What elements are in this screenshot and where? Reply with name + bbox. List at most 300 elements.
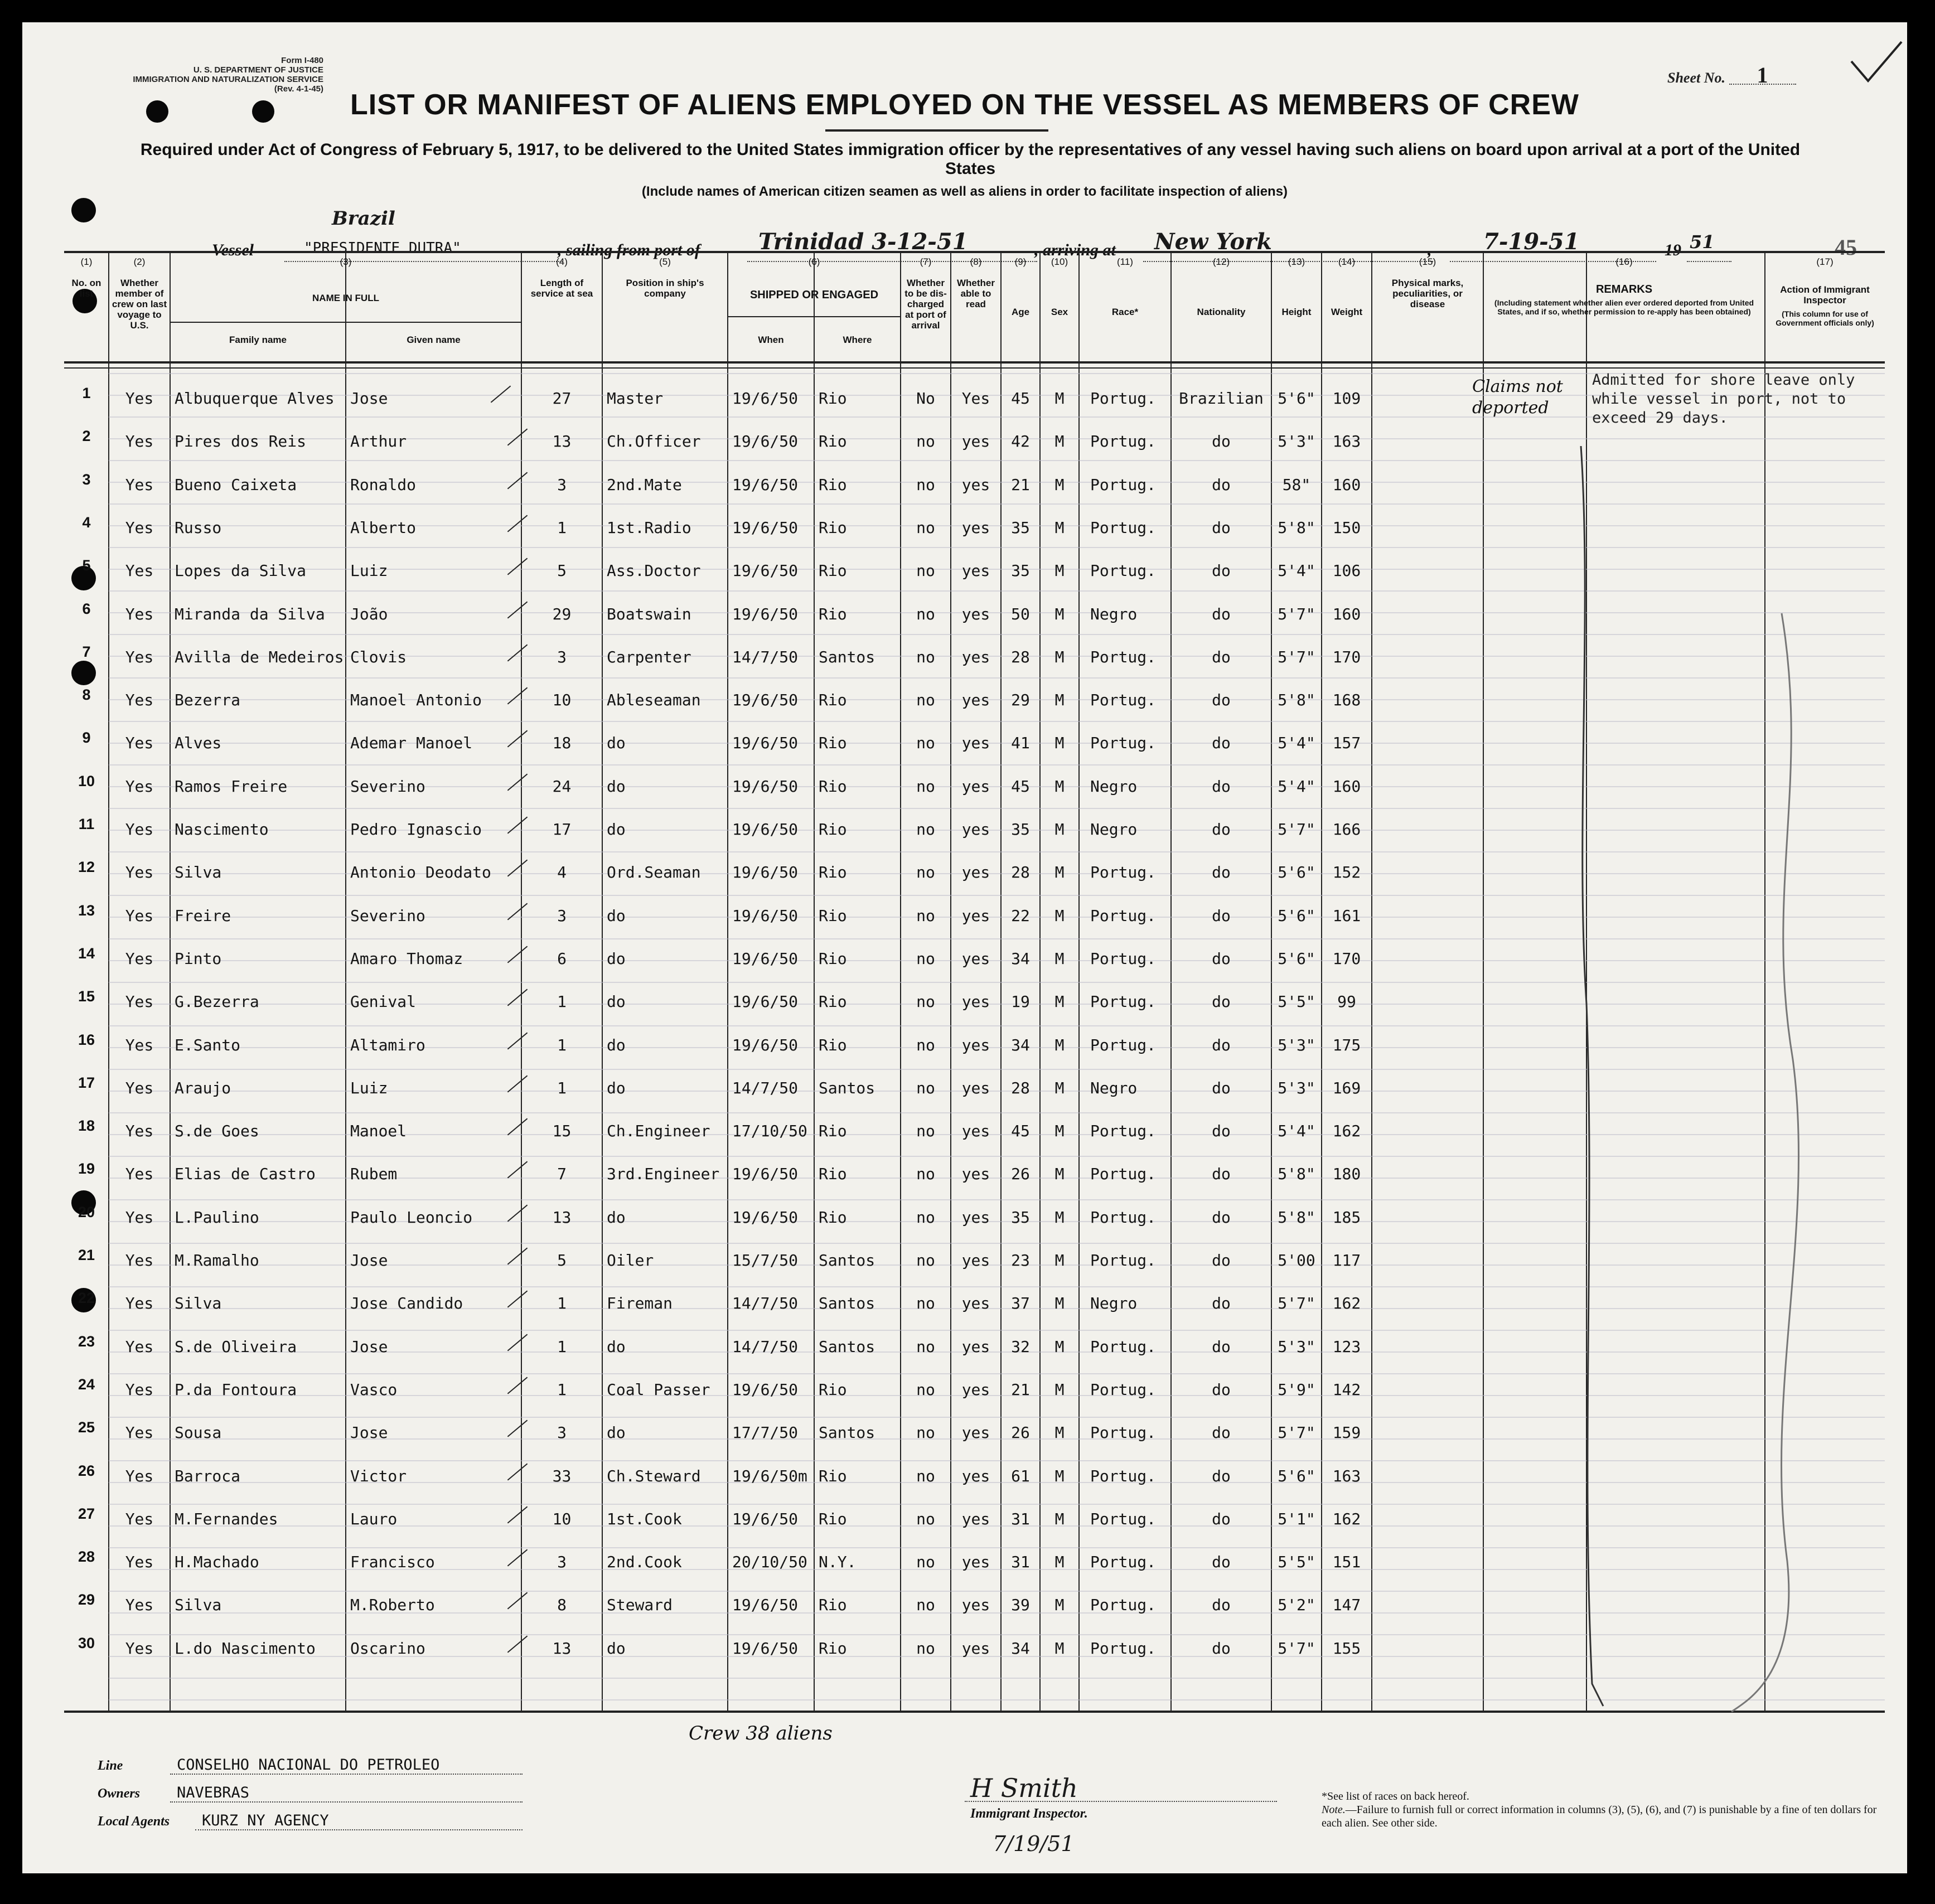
given-name: Luiz [350, 1078, 388, 1097]
shipped-when: 14/7/50 [732, 647, 799, 666]
shipped-when: 20/10/50 [732, 1553, 807, 1572]
height: 5'7" [1278, 1639, 1315, 1658]
sex: M [1054, 1078, 1065, 1097]
age: 32 [1011, 1337, 1030, 1356]
length-of-service: 1 [557, 1380, 567, 1399]
weight: 170 [1332, 647, 1361, 666]
sheet-number: 1 [1729, 67, 1796, 85]
family-name: Araujo [175, 1078, 231, 1097]
height: 5'3" [1278, 1078, 1315, 1097]
arriving-label: , arriving at [1034, 241, 1116, 259]
able-to-read: yes [961, 949, 990, 968]
length-of-service: 29 [552, 604, 572, 623]
length-of-service: 1 [557, 992, 567, 1011]
shipped-where: Rio [819, 1639, 847, 1658]
last-voyage: Yes [125, 1509, 154, 1528]
length-of-service: 10 [552, 1509, 572, 1528]
comma: , [1428, 241, 1432, 259]
shipped-when: 19/6/50 [732, 691, 799, 710]
header-c4-number: (4) [556, 256, 568, 267]
given-name: Victor [350, 1466, 407, 1485]
position: Steward [607, 1596, 673, 1615]
weight: 160 [1332, 604, 1361, 623]
weight: 160 [1332, 777, 1361, 796]
position: Master [607, 389, 664, 408]
given-name: Jose [350, 1337, 388, 1356]
length-of-service: 5 [557, 1251, 567, 1270]
position: Carpenter [607, 647, 691, 666]
able-to-read: yes [961, 691, 990, 710]
discharged: No [916, 389, 935, 408]
header-c4-label: Length of service at sea [530, 278, 593, 299]
position: 2nd.Cook [607, 1553, 682, 1572]
position: do [607, 1337, 626, 1356]
given-name: Luiz [350, 561, 388, 580]
shipped-where: Rio [819, 1466, 847, 1485]
given-name: Manoel Antonio [350, 691, 482, 710]
height: 5'4" [1278, 734, 1315, 753]
age: 26 [1011, 1423, 1030, 1442]
last-voyage: Yes [125, 561, 154, 580]
race: Portug. [1090, 691, 1157, 710]
shipped-where: Rio [819, 604, 847, 623]
age: 34 [1011, 949, 1030, 968]
race: Negro [1090, 604, 1138, 623]
able-to-read: yes [961, 518, 990, 537]
age: 23 [1011, 1251, 1030, 1270]
sex: M [1054, 1553, 1065, 1572]
length-of-service: 13 [552, 1208, 572, 1227]
row-number: 2 [82, 428, 91, 445]
title-rule [825, 129, 1048, 132]
row-number: 5 [82, 557, 91, 574]
weight: 150 [1332, 518, 1361, 537]
shipped-when: 19/6/50 [732, 1596, 799, 1615]
shipped-when: 19/6/50 [732, 1509, 799, 1528]
header-c14-label: Weight [1331, 307, 1363, 317]
position: 1st.Radio [607, 518, 691, 537]
age: 35 [1011, 561, 1030, 580]
header-c9-number: (9) [1014, 256, 1027, 267]
footnote [1322, 1790, 1879, 1830]
header-c9-label: Age [1011, 307, 1030, 317]
family-name: M.Fernandes [175, 1509, 278, 1528]
discharged: no [916, 1208, 935, 1227]
able-to-read: yes [961, 1337, 990, 1356]
shipped-when: 17/7/50 [732, 1423, 799, 1442]
header-c8-number: (8) [970, 256, 982, 267]
discharged: no [916, 432, 935, 451]
weight: 163 [1332, 432, 1361, 451]
given-name: Arthur [350, 432, 407, 451]
weight: 168 [1332, 691, 1361, 710]
shipped-where: Santos [819, 647, 875, 666]
discharged: no [916, 518, 935, 537]
last-voyage: Yes [125, 1122, 154, 1141]
able-to-read: yes [961, 1466, 990, 1485]
family-name: S.de Oliveira [175, 1337, 297, 1356]
height: 5'9" [1278, 1380, 1315, 1399]
owners-label: Owners [98, 1786, 141, 1801]
age: 45 [1011, 777, 1030, 796]
nationality: do [1212, 1423, 1231, 1442]
age: 45 [1011, 1122, 1030, 1141]
length-of-service: 3 [557, 475, 567, 494]
family-name: Bueno Caixeta [175, 475, 297, 494]
agents-value: KURZ NY AGENCY [195, 1812, 523, 1830]
row-number: 6 [82, 600, 91, 617]
length-of-service: 1 [557, 1078, 567, 1097]
header-c6-number: (6) [808, 256, 820, 267]
length-of-service: 18 [552, 734, 572, 753]
row-number: 9 [82, 729, 91, 747]
race: Portug. [1090, 561, 1157, 580]
shipped-where: Rio [819, 1122, 847, 1141]
nationality: do [1212, 949, 1231, 968]
height: 5'3" [1278, 432, 1315, 451]
last-voyage: Yes [125, 1639, 154, 1658]
last-voyage: Yes [125, 906, 154, 925]
discharged: no [916, 1553, 935, 1572]
age: 34 [1011, 1035, 1030, 1054]
able-to-read: yes [961, 1639, 990, 1658]
race: Portug. [1090, 389, 1157, 408]
given-name: Severino [350, 906, 425, 925]
able-to-read: yes [961, 1122, 990, 1141]
position: Boatswain [607, 604, 691, 623]
position: do [607, 1078, 626, 1097]
given-name: Manoel [350, 1122, 407, 1141]
race: Portug. [1090, 863, 1157, 882]
shipped-where: Rio [819, 820, 847, 839]
row-number: 1 [82, 385, 91, 401]
sailing-label: , sailing from port of [558, 241, 700, 259]
row-number: 12 [78, 859, 95, 876]
discharged: no [916, 1639, 935, 1658]
length-of-service: 17 [552, 820, 572, 839]
last-voyage: Yes [125, 992, 154, 1011]
shipped-when: 19/6/50 [732, 906, 799, 925]
discharged: no [916, 1380, 935, 1399]
able-to-read: yes [961, 475, 990, 494]
remarks-handwritten: Claims not deported [1472, 377, 1563, 418]
length-of-service: 13 [552, 432, 572, 451]
position: do [607, 992, 626, 1011]
header-shipped-or-engaged: SHIPPED OR ENGAGED [749, 289, 879, 301]
length-of-service: 33 [552, 1466, 572, 1485]
position: Ch.Officer [607, 432, 701, 451]
race: Portug. [1090, 1337, 1157, 1356]
age: 28 [1011, 647, 1030, 666]
shipped-when: 14/7/50 [732, 1078, 799, 1097]
family-name: P.da Fontoura [175, 1380, 297, 1399]
given-name: Paulo Leoncio [350, 1208, 473, 1227]
discharged: no [916, 820, 935, 839]
discharged: no [916, 992, 935, 1011]
length-of-service: 1 [557, 1337, 567, 1356]
position: 2nd.Mate [607, 475, 682, 494]
crew-manifest-table [64, 251, 1885, 1745]
family-name: Nascimento [175, 820, 269, 839]
weight: 147 [1332, 1596, 1361, 1615]
header-c1-label: No. on list [71, 278, 101, 299]
last-voyage: Yes [125, 432, 154, 451]
able-to-read: yes [961, 647, 990, 666]
age: 28 [1011, 1078, 1030, 1097]
shipped-where: Santos [819, 1078, 875, 1097]
able-to-read: yes [961, 604, 990, 623]
able-to-read: yes [961, 432, 990, 451]
discharged: no [916, 1078, 935, 1097]
nationality: do [1212, 1380, 1231, 1399]
header-c13-number: (13) [1288, 256, 1305, 267]
last-voyage: Yes [125, 1380, 154, 1399]
row-number: 13 [78, 902, 95, 919]
discharged: no [916, 1294, 935, 1313]
sex: M [1054, 647, 1065, 666]
given-name: Francisco [350, 1553, 435, 1572]
length-of-service: 15 [552, 1122, 572, 1141]
discharged: no [916, 691, 935, 710]
shipped-when: 19/6/50 [732, 1035, 799, 1054]
family-name: L.do Nascimento [175, 1639, 316, 1658]
remarks-wavy-line [1497, 446, 1843, 1728]
length-of-service: 3 [557, 647, 567, 666]
row-number: 15 [78, 988, 95, 1005]
race: Portug. [1090, 1035, 1157, 1054]
shipped-where: Rio [819, 691, 847, 710]
family-name: Silva [175, 1294, 222, 1313]
header-c13-label: Height [1281, 307, 1312, 317]
age: 29 [1011, 691, 1030, 710]
given-name: Amaro Thomaz [350, 949, 463, 968]
sex: M [1054, 1251, 1065, 1270]
header-c15-number: (15) [1419, 256, 1436, 267]
height: 5'6" [1278, 949, 1315, 968]
given-name: Ademar Manoel [350, 734, 473, 753]
nationality: do [1212, 1294, 1231, 1313]
owners-value: NAVEBRAS [170, 1784, 523, 1803]
length-of-service: 3 [557, 1423, 567, 1442]
height: 5'6" [1278, 1466, 1315, 1485]
last-voyage: Yes [125, 1596, 154, 1615]
height: 58" [1282, 475, 1311, 494]
height: 5'5" [1278, 1553, 1315, 1572]
row-number: 20 [78, 1203, 95, 1220]
row-number: 17 [78, 1074, 95, 1091]
able-to-read: yes [961, 1509, 990, 1528]
family-name: Silva [175, 863, 222, 882]
family-name: G.Bezerra [175, 992, 259, 1011]
age: 61 [1011, 1466, 1030, 1485]
nationality: do [1212, 475, 1231, 494]
sex: M [1054, 1165, 1065, 1184]
able-to-read: yes [961, 820, 990, 839]
weight: 142 [1332, 1380, 1361, 1399]
race: Portug. [1090, 1596, 1157, 1615]
family-name: Freire [175, 906, 231, 925]
row-number: 7 [82, 643, 91, 660]
able-to-read: yes [961, 1380, 990, 1399]
race: Portug. [1090, 1208, 1157, 1227]
header-remarks-note: (Including statement whether alien ever ordered deported from United States, and if so, whether permission to re-apply has been obtained) [1494, 298, 1754, 316]
position: do [607, 1639, 626, 1658]
shipped-where: Rio [819, 1380, 847, 1399]
weight: 180 [1332, 1165, 1361, 1184]
family-name: L.Paulino [175, 1208, 259, 1227]
last-voyage: Yes [125, 1251, 154, 1270]
family-name: Alves [175, 734, 222, 753]
last-voyage: Yes [125, 820, 154, 839]
weight: 169 [1332, 1078, 1361, 1097]
family-name: Pinto [175, 949, 222, 968]
discharged: no [916, 604, 935, 623]
header-c12-label: Nationality [1197, 307, 1246, 317]
position: 3rd.Engineer [607, 1165, 720, 1184]
header-c16-number: (16) [1615, 256, 1633, 267]
row-number: 11 [78, 816, 95, 832]
sex: M [1054, 691, 1065, 710]
race: Portug. [1090, 647, 1157, 666]
arriving-port: New York [1154, 229, 1272, 255]
row-number: 28 [78, 1548, 95, 1566]
last-voyage: Yes [125, 691, 154, 710]
shipped-where: Rio [819, 1208, 847, 1227]
nationality: do [1212, 691, 1231, 710]
given-name: Alberto [350, 518, 417, 537]
page-subtitle: Required under Act of Congress of February 5, 1917, to be delivered to the United States immigration officer by the representatives of any vessel having such aliens on board upon arrival at a port of the United States [140, 141, 1801, 178]
age: 31 [1011, 1509, 1030, 1528]
race: Portug. [1090, 949, 1157, 968]
able-to-read: Yes [961, 389, 990, 408]
header-c2-number: (2) [133, 256, 146, 267]
sex: M [1054, 561, 1065, 580]
sex: M [1054, 1509, 1065, 1528]
given-name: Jose [350, 1423, 388, 1442]
family-name: Pires dos Reis [175, 432, 307, 451]
agents-label: Local Agents [98, 1814, 170, 1829]
given-name: Lauro [350, 1509, 398, 1528]
vessel-name: "PRESIDENTE DUTRA" [304, 240, 461, 256]
header-c5-label: Position in ship's company [626, 278, 704, 299]
shipped-where: Rio [819, 561, 847, 580]
arrival-date: 7-19-51 [1483, 229, 1580, 255]
weight: 162 [1332, 1294, 1361, 1313]
shipped-where: Rio [819, 1165, 847, 1184]
shipped-where: Rio [819, 992, 847, 1011]
shipped-when: 19/6/50 [732, 777, 799, 796]
header-given-name: Given name [407, 335, 461, 345]
last-voyage: Yes [125, 734, 154, 753]
header-where: Where [843, 335, 872, 345]
inspector-label: Immigrant Inspector. [970, 1806, 1088, 1821]
given-name: Altamiro [350, 1035, 425, 1054]
weight: 155 [1332, 1639, 1361, 1658]
nationality: do [1212, 1122, 1231, 1141]
family-name: E.Santo [175, 1035, 241, 1054]
family-name: Bezerra [175, 691, 241, 710]
weight: 162 [1332, 1122, 1361, 1141]
nationality: do [1212, 1553, 1231, 1572]
shipped-where: Rio [819, 518, 847, 537]
height: 5'8" [1278, 1165, 1315, 1184]
given-name: Jose Candido [350, 1294, 463, 1313]
family-name: Barroca [175, 1466, 241, 1485]
race: Portug. [1090, 1553, 1157, 1572]
remarks-typed: Admitted for shore leave only while vessel in port, not to exceed 29 days. [1592, 371, 1855, 427]
weight: 162 [1332, 1509, 1361, 1528]
able-to-read: yes [961, 1553, 990, 1572]
discharged: no [916, 1251, 935, 1270]
race: Portug. [1090, 1380, 1157, 1399]
age: 39 [1011, 1596, 1030, 1615]
age: 35 [1011, 1208, 1030, 1227]
position: Ableseaman [607, 691, 701, 710]
page-title: LIST OR MANIFEST OF ALIENS EMPLOYED ON THE VESSEL AS MEMBERS OF CREW [350, 89, 1579, 121]
nationality: do [1212, 1596, 1231, 1615]
position: do [607, 820, 626, 839]
sex: M [1054, 604, 1065, 623]
age: 45 [1011, 389, 1030, 408]
height: 5'00 [1278, 1251, 1315, 1270]
shipped-when: 19/6/50m [732, 1466, 807, 1485]
able-to-read: yes [961, 1596, 990, 1615]
last-voyage: Yes [125, 1078, 154, 1097]
department: U. S. DEPARTMENT OF JUSTICE [193, 65, 323, 75]
given-name: Antonio Deodato [350, 863, 491, 882]
shipped-when: 14/7/50 [732, 1337, 799, 1356]
shipped-where: Santos [819, 1294, 875, 1313]
length-of-service: 3 [557, 1553, 567, 1572]
length-of-service: 4 [557, 863, 567, 882]
given-name: Clovis [350, 647, 407, 666]
shipped-where: Santos [819, 1251, 875, 1270]
sex: M [1054, 1380, 1065, 1399]
vessel-country: Brazil [332, 207, 395, 230]
discharged: no [916, 1509, 935, 1528]
shipped-when: 19/6/50 [732, 475, 799, 494]
age: 41 [1011, 734, 1030, 753]
sex: M [1054, 1596, 1065, 1615]
manifest-sheet [22, 22, 1907, 1873]
able-to-read: yes [961, 1165, 990, 1184]
header-c1-number: (1) [80, 256, 93, 267]
header-c3-number: (3) [340, 256, 352, 267]
shipped-where: Rio [819, 777, 847, 796]
discharged: no [916, 647, 935, 666]
able-to-read: yes [961, 1423, 990, 1442]
shipped-when: 19/6/50 [732, 863, 799, 882]
header-action-note: (This column for use of Government officials only) [1776, 309, 1874, 327]
sex: M [1054, 863, 1065, 882]
discharged: no [916, 734, 935, 753]
length-of-service: 1 [557, 518, 567, 537]
age: 22 [1011, 906, 1030, 925]
footer-owners [98, 1784, 523, 1803]
length-of-service: 13 [552, 1639, 572, 1658]
position: Fireman [607, 1294, 673, 1313]
nationality: Brazilian [1179, 389, 1264, 408]
shipped-where: Rio [819, 863, 847, 882]
nationality: do [1212, 1165, 1231, 1184]
header-c15-label: Physical marks, peculiarities, or disease [1391, 278, 1464, 309]
header-c7-label: Whether to be dis-charged at port of arrival [904, 278, 947, 331]
sex: M [1054, 1122, 1065, 1141]
position: Ch.Engineer [607, 1122, 710, 1141]
nationality: do [1212, 992, 1231, 1011]
nationality: do [1212, 647, 1231, 666]
length-of-service: 8 [557, 1596, 567, 1615]
